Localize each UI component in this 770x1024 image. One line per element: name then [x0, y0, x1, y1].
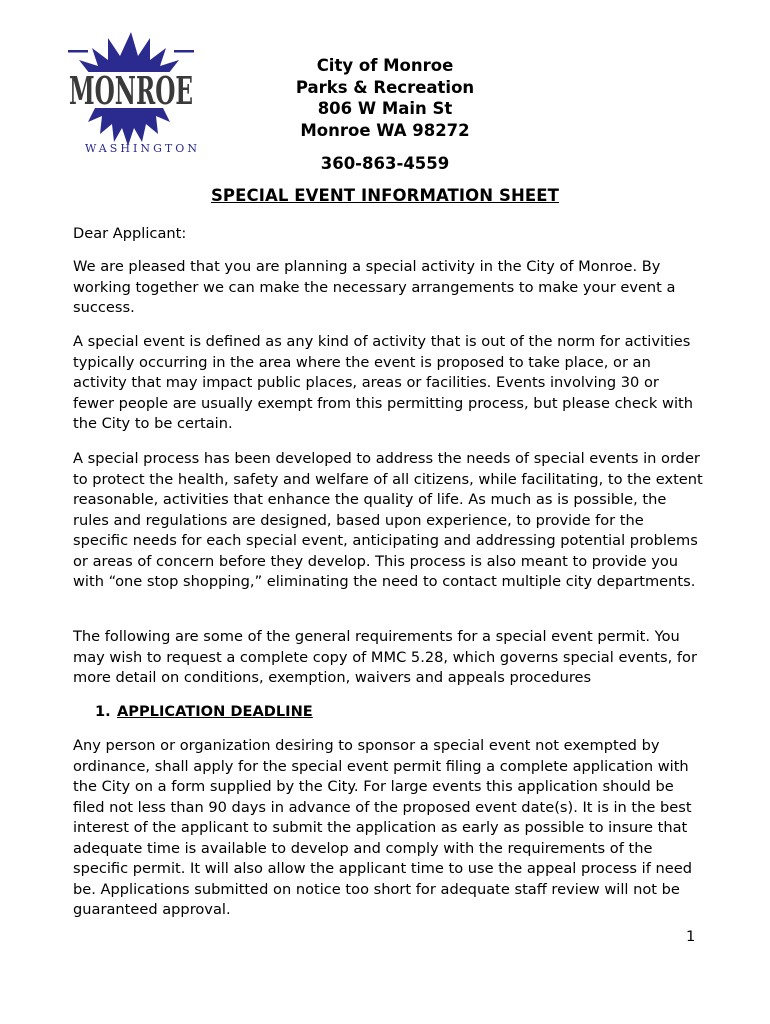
section-1-text: Any person or organization desiring to sponsor a special event not exempted by ordinance, shall apply for the special event permit filing a complete application with the City on a form supplied by the City. For large events this application should be filed not less than 90 days in advance of the proposed event date(s). It is in the best interest of the applicant to submit the application as early as possible to insure that adequate time is available to develop and comply with the requirements of the specific permit. It will also allow the applicant time to use the appeal process if need be. Applications submitted on notice too short for adequate staff review will not be guaranteed approval. [73, 737, 692, 918]
paragraph-process: A special process has been developed to address the needs of special events in order to protect the health, safety and welfare of all citizens, while facilitating, to the extent reasonable, activities that enhance the quality of life. As much as is possible, the rules and regulations are designed, based upon experience, to provide for the specific needs for each special event, anticipating and addressing potential problems or areas of concern before they develop. This process is also meant to provide you with “one stop shopping,” eliminating the need to contact multiple city departments. [73, 450, 703, 590]
logo-name: MONROE [69, 68, 193, 113]
header-street: 806 W Main St [317, 99, 453, 118]
paragraph-intro: We are pleased that you are planning a special activity in the City of Monroe. By working together we can make the necessary arrangements to make your event a success. [73, 258, 676, 316]
section-1-heading [95, 702, 313, 723]
paragraph-requirements: The following are some of the general requirements for a special event permit. You may wish to request a complete copy of MMC 5.28, which governs special events, for more detail on conditions, exemption, waivers and appeals procedures [73, 628, 697, 686]
document-title: SPECIAL EVENT INFORMATION SHEET [210, 186, 560, 205]
header-department: Parks & Recreation [295, 77, 475, 97]
header-address-block [220, 55, 550, 175]
paragraph-definition: A special event is defined as any kind of activity that is out of the norm for activities typically occurring in the area where the event is proposed to take place, or an activity that may impact public places, areas or facilities. Events involving 30 or fewer people are usually exempt from this permitting process, but please check with the City to be certain. [73, 333, 693, 432]
salutation: Dear Applicant: [73, 225, 187, 242]
header-city: City of Monroe [316, 56, 454, 75]
section-1-number: 1. [95, 703, 111, 720]
header-city-zip: Monroe WA 98272 [300, 120, 470, 140]
section-1-title: APPLICATION DEADLINE [117, 703, 313, 720]
header-phone: 360-863-4559 [320, 154, 450, 173]
monroe-logo [66, 30, 196, 156]
logo-subtitle: WASHINGTON [85, 142, 197, 155]
page-number: 1 [686, 928, 696, 945]
